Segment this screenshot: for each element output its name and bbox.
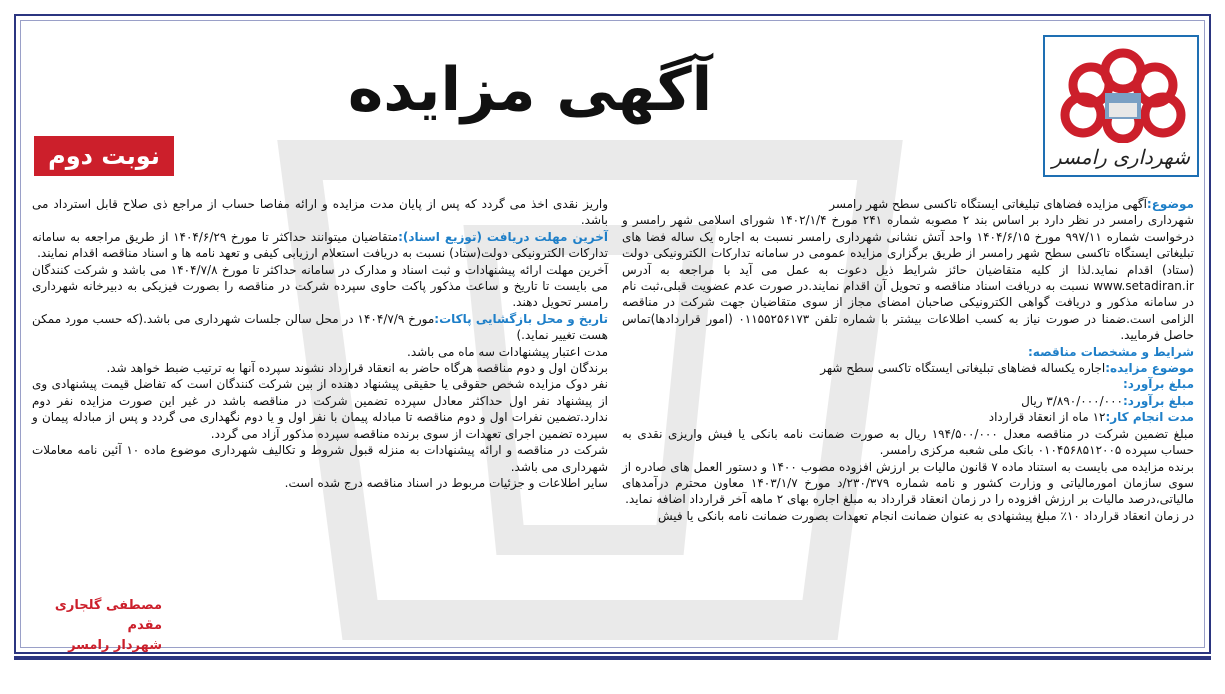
- subject-line: [622, 196, 1194, 212]
- subject-label: موضوع:: [1146, 197, 1194, 211]
- opening-label: تاریخ و محل بازگشایی پاکات:: [434, 311, 608, 326]
- winners-paragraph: برندگان اول و دوم مناقصه هرگاه حاضر به انعقاد قرارداد نشوند سپرده آنها به ترتیب ضبط خواهد شد.: [106, 361, 608, 376]
- participation-paragraph: شرکت در مناقصه و ارائه پیشنهادات به منزله قبول شروط و تکالیف شهرداری موضوع ماده ۱۰ آئین نامه معاملات شهرداری می باشد.: [32, 443, 608, 474]
- estimate-value: ۳/۸۹۰/۰۰۰/۰۰۰ ریال: [1021, 393, 1123, 408]
- logo-emblem-icon: [1053, 43, 1193, 143]
- right-column: [622, 196, 1194, 524]
- deadline-text: متقاضیان میتوانند حداکثر تا مورخ ۱۴۰۴/۶/۲۹ از طریق مراجعه به سامانه تدارکات الکترونیکی دولت(ستاد) نسبت به دریافت استعلام ارزیابی کیفی و تعهد نامه ها و اسناد مناقصه اقدام نمایند.: [32, 229, 608, 261]
- intro-paragraph: شهرداری رامسر در نظر دارد بر اساس بند ۲ مصوبه شماره ۲۴۱ مورخ ۱۴۰۲/۱/۴ شورای اسلامی شهر رامسر و درخواست شماره ۹۹۷/۱۱ مورخ ۱۴۰۴/۶/۱۵ واحد آتش نشانی شهرداری رامسر نسبت به اجاره یک ساله فضا های تبلیغاتی ایستگاه تاکسی سطح شهر رامسر از طریق برگزاری مزایده عمومی در سامانه تدارکات الکترونیکی دولت (ستاد) اقدام نماید.لذا از کلیه متقاضیان حائز شرایط ذیل دعوت به عمل می آید با مراجعه به آدرس www.setadiran.ir نسبت به دریافت اسناد مناقصه و تحویل آن اقدام نمایند.در صورت عدم عضویت قبلی،ثبت نام در سامانه مذکور و دریافت گواهی الکترونیکی صاحبان امضای مجاز از سوی متقاضیان جهت شرکت در مناقصه الزامی است.ضمنا در صورت نیاز به کسب اطلاعات بیشتر با شماره تلفن ۰۱۱۵۵۲۵۶۱۷۳ (امور قراردادها)تماس حاصل فرمایید.: [622, 213, 1194, 343]
- tax-paragraph: برنده مزایده می بایست به استناد ماده ۷ قانون مالیات بر ارزش افزوده مصوب ۱۴۰۰ و دستور العمل های صادره از سوی سازمان امورمالیاتی و وزارت کشور و نامه شماره ۲۳۰/۳۷۹/د مورخ ۱۴۰۳/۱/۷ معاون محترم درآمدهای مالیاتی،درصد مالیات بر ارزش افزوده را در زمان انعقاد قرارداد به مبلغ اجاره بهای ۲ ماهه آخر قرارداد اضافه نماید.: [622, 459, 1194, 507]
- other-paragraph: سایر اطلاعات و جزئیات مربوط در اسناد مناقصه درج شده است.: [284, 475, 608, 490]
- round-badge: نوبت دوم: [34, 136, 174, 176]
- duration-line: [622, 409, 1194, 425]
- signature-role: شهردار رامسر: [68, 638, 162, 653]
- deposit-paragraph: واریز نقدی اخذ می گردد که پس از پایان مدت مزایده و ارائه مفاصا حساب از مراجع ذی صلاح قابل استرداد می باشد.: [32, 197, 608, 228]
- bottom-rule: [14, 656, 1211, 660]
- page-title: آگهی مزایده: [347, 55, 713, 125]
- signature-block: [32, 596, 162, 656]
- auction-subject-label: موضوع مزایده:: [1105, 361, 1194, 376]
- opening-text: مورخ ۱۴۰۴/۷/۹ در محل سالن جلسات شهرداری می باشد.(که حسب مورد ممکن هست تغییر نماید.): [32, 311, 608, 343]
- left-column: [32, 196, 608, 491]
- subject-text: آگهی مزایده فضاهای تبلیغاتی ایستگاه تاکسی سطح شهر رامسر: [829, 197, 1147, 211]
- validity-paragraph: مدت اعتبار پیشنهادات سه ماه می باشد.: [407, 344, 608, 359]
- estimate-line: [622, 393, 1194, 409]
- contract-paragraph: در زمان انعقاد قرارداد ۱۰٪ مبلغ پیشنهادی به عنوان ضمانت انجام تعهدات بصورت ضمانت نامه بانکی یا فیش: [657, 508, 1194, 523]
- auction-subject-line: [622, 360, 1194, 376]
- municipality-logo: [1043, 35, 1199, 177]
- duration-value: ۱۲ ماه از انعقاد قرارداد: [988, 410, 1106, 425]
- auction-subject-text: اجاره یکساله فضاهای تبلیغاتی ایستگاه تاکسی سطح شهر: [820, 361, 1106, 376]
- logo-caption: شهرداری رامسر: [1052, 145, 1190, 169]
- signature-name: مصطفی گلجاری مقدم: [54, 598, 162, 633]
- proposals-paragraph: نفر دوک مزایده شخص حقوقی یا حقیقی پیشنهاد دهنده از بین شرکت کنندگان است که تفاضل قیمت پیشنهادی وی از پیشنهاد نفر اول حداکثر معادل سپرده تضمین شرکت در مناقصه باشد در غیر این صورت مزایده نفر دوم ندارد.تضمین نفرات اول و دوم مناقصه تا مبادله پیمان با نفر اول و یا دوم نگهداری می گردد و پس از مبادله پیمان و سپرده تضمین اجرای تعهدات از سوی برنده مناقصه سپرده مذکور آزاد می گردد.: [32, 377, 608, 441]
- estimate-heading: مبلغ برآورد:: [1122, 377, 1194, 392]
- guarantee-paragraph: مبلغ تضمین شرکت در مناقصه معدل ۱۹۴/۵۰۰/۰۰۰ ریال به صورت ضمانت نامه بانکی یا فیش واریزی نقدی به حساب سپرده ۰۱۰۴۵۶۸۵۱۲۰۰۵ بانک ملی شعبه مرکزی رامسر.: [622, 426, 1194, 458]
- opening-paragraph: [32, 311, 608, 344]
- submit-paragraph: آخرین مهلت ارائه پیشنهادات و ثبت اسناد و مدارک در سامانه حداکثر تا مورخ ۱۴۰۴/۷/۸ می باشد و شرکت کنندگان می بایست تا تاریخ و ساعت مذکور پاکت حاوی سپرده شرکت در مناقصه را بصورت فیزیکی به دبیرخانه شهرداری رامسر تحویل دهند.: [32, 262, 608, 310]
- deadline-label: آخرین مهلت دریافت (توزیع اسناد):: [398, 229, 609, 244]
- conditions-heading: شرایط و مشخصات مناقصه:: [1028, 344, 1194, 359]
- estimate-label: مبلغ برآورد:: [1122, 393, 1194, 408]
- deadline-paragraph: [32, 229, 608, 262]
- duration-label: مدت انجام کار:: [1105, 410, 1194, 425]
